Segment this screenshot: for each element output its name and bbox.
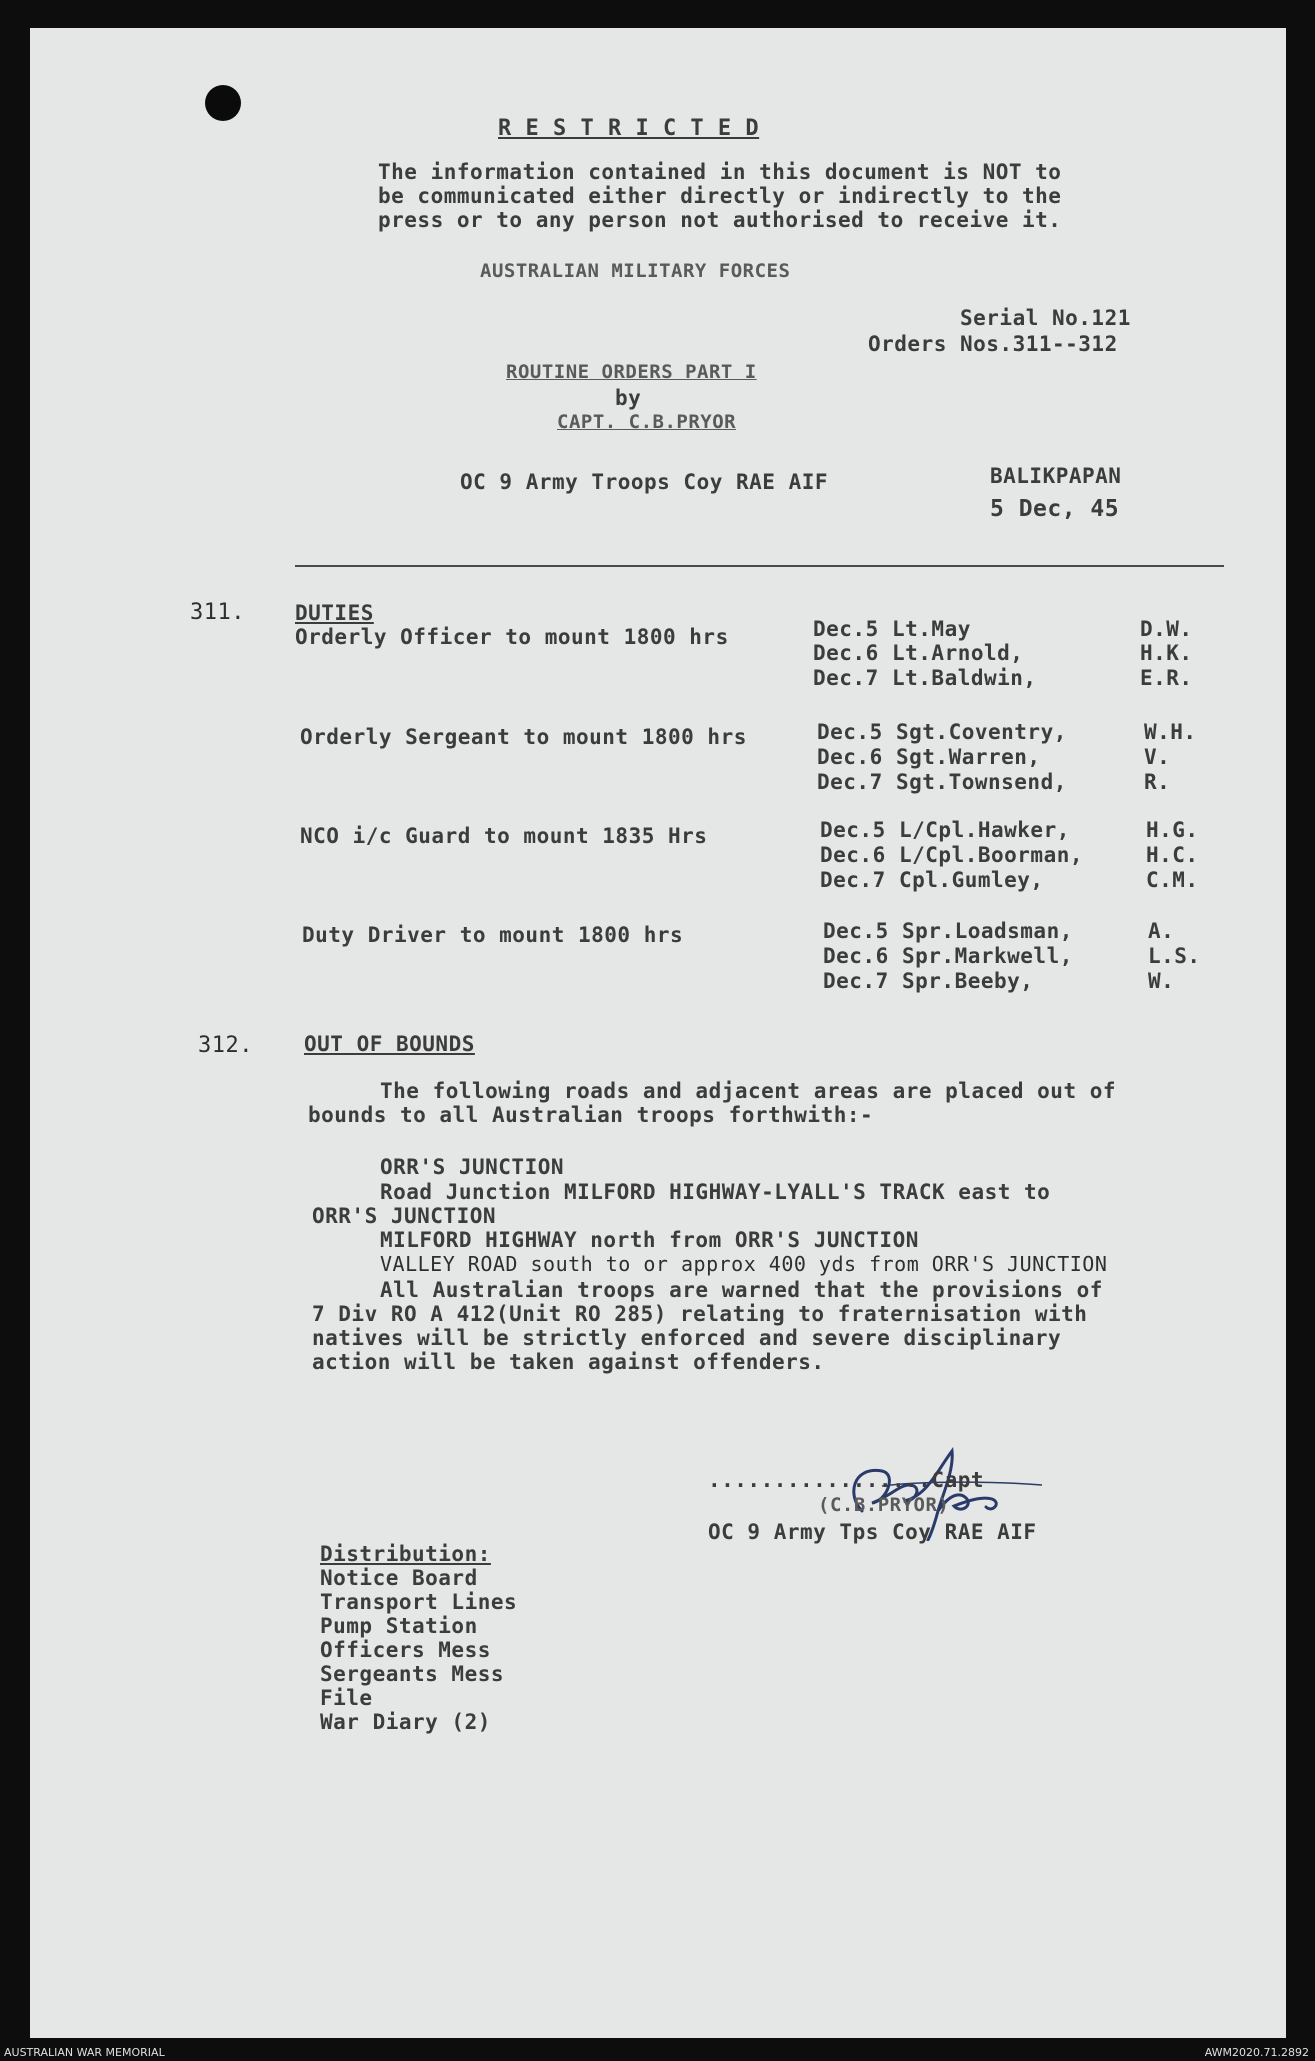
by-label: by bbox=[615, 386, 642, 410]
duty-driver: Duty Driver to mount 1800 hrs bbox=[302, 923, 684, 947]
officer-name: CAPT. C.B.PRYOR bbox=[557, 411, 737, 433]
duty-nco-guard: NCO i/c Guard to mount 1835 Hrs bbox=[300, 824, 708, 848]
duty-initials: E.R. bbox=[1140, 666, 1193, 690]
out-of-bounds-heading: OUT OF BOUNDS bbox=[304, 1032, 475, 1056]
distribution-item: Pump Station bbox=[320, 1614, 478, 1638]
duty-date: Dec.6 bbox=[813, 641, 879, 665]
area-line: MILFORD HIGHWAY north from ORR'S JUNCTION bbox=[380, 1228, 919, 1252]
duty-name: Lt.Baldwin, bbox=[892, 666, 1037, 690]
order-date: 5 Dec, 45 bbox=[990, 496, 1120, 522]
duty-date: Dec.6 bbox=[823, 944, 889, 968]
duty-initials: W.H. bbox=[1144, 720, 1197, 744]
notice-line-1: The information contained in this document is NOT to bbox=[378, 160, 1062, 184]
notice-line-2: be communicated either directly or indirectly to the bbox=[378, 184, 1062, 208]
warning-line: 7 Div RO A 412(Unit RO 285) relating to fraternisation with bbox=[312, 1302, 1088, 1326]
duty-date: Dec.5 bbox=[817, 720, 883, 744]
area-line: ORR'S JUNCTION bbox=[312, 1204, 497, 1228]
out-of-bounds-intro-2: bounds to all Australian troops forthwith:- bbox=[308, 1103, 874, 1127]
duty-name: Cpl.Gumley, bbox=[899, 868, 1044, 892]
duty-name: L/Cpl.Boorman, bbox=[899, 843, 1084, 867]
duty-date: Dec.7 bbox=[823, 969, 889, 993]
classification-heading: R E S T R I C T E D bbox=[498, 116, 760, 141]
warning-line: natives will be strictly enforced and severe disciplinary bbox=[312, 1326, 1062, 1350]
duty-date: Dec.6 bbox=[817, 745, 883, 769]
duty-name: Lt.May bbox=[892, 617, 971, 641]
duty-initials: V. bbox=[1144, 745, 1171, 769]
duty-initials: H.K. bbox=[1140, 641, 1193, 665]
warning-line: action will be taken against offenders. bbox=[312, 1350, 825, 1374]
duty-initials: L.S. bbox=[1148, 944, 1201, 968]
duty-initials: R. bbox=[1144, 770, 1171, 794]
area-line-typed-insert: VALLEY ROAD south to or approx 400 yds from ORR'S JUNCTION bbox=[380, 1252, 1108, 1276]
duty-initials: D.W. bbox=[1140, 617, 1193, 641]
duty-date: Dec.7 bbox=[817, 770, 883, 794]
duty-initials: W. bbox=[1148, 969, 1175, 993]
distribution-item: Officers Mess bbox=[320, 1638, 491, 1662]
footer-credit: AUSTRALIAN WAR MEMORIAL bbox=[4, 2046, 165, 2059]
punch-hole bbox=[205, 85, 241, 121]
duty-name: Spr.Loadsman, bbox=[902, 919, 1073, 943]
unit-name: OC 9 Army Troops Coy RAE AIF bbox=[460, 470, 829, 494]
duty-name: Lt.Arnold, bbox=[892, 641, 1024, 665]
document-page bbox=[30, 28, 1286, 2038]
out-of-bounds-intro-1: The following roads and adjacent areas are placed out of bbox=[380, 1079, 1117, 1103]
duty-name: Sgt.Townsend, bbox=[896, 770, 1067, 794]
duty-orderly-officer: Orderly Officer to mount 1800 hrs bbox=[295, 625, 729, 649]
duty-name: Spr.Beeby, bbox=[902, 969, 1034, 993]
signatory-unit: OC 9 Army Tps Coy RAE AIF bbox=[708, 1520, 1037, 1544]
duty-name: Sgt.Coventry, bbox=[896, 720, 1067, 744]
notice-line-3: press or to any person not authorised to receive it. bbox=[378, 208, 1062, 232]
duty-date: Dec.6 bbox=[820, 843, 886, 867]
signature-line: .................Capt bbox=[708, 1468, 985, 1492]
duty-initials: H.G. bbox=[1146, 818, 1199, 842]
duty-name: Sgt.Warren, bbox=[896, 745, 1041, 769]
force-heading: AUSTRALIAN MILITARY FORCES bbox=[480, 260, 791, 282]
duty-date: Dec.7 bbox=[813, 666, 879, 690]
distribution-item: War Diary (2) bbox=[320, 1710, 491, 1734]
orders-title: ROUTINE ORDERS PART I bbox=[506, 361, 757, 383]
duty-date: Dec.5 bbox=[813, 617, 879, 641]
location: BALIKPAPAN bbox=[990, 464, 1122, 488]
orders-numbers: Orders Nos.311--312 bbox=[868, 332, 1118, 356]
duty-date: Dec.7 bbox=[820, 868, 886, 892]
distribution-heading: Distribution: bbox=[320, 1542, 491, 1566]
duty-date: Dec.5 bbox=[820, 818, 886, 842]
duty-orderly-sergeant: Orderly Sergeant to mount 1800 hrs bbox=[300, 725, 747, 749]
duty-initials: A. bbox=[1148, 919, 1175, 943]
distribution-item: Transport Lines bbox=[320, 1590, 518, 1614]
duty-date: Dec.5 bbox=[823, 919, 889, 943]
area-line: ORR'S JUNCTION bbox=[380, 1155, 565, 1179]
duty-name: Spr.Markwell, bbox=[902, 944, 1073, 968]
signatory-name: (C.B.PRYOR) bbox=[818, 1494, 950, 1516]
area-line: Road Junction MILFORD HIGHWAY-LYALL'S TRACK east to bbox=[380, 1180, 1051, 1204]
duties-heading: DUTIES bbox=[295, 601, 374, 625]
distribution-item: Notice Board bbox=[320, 1566, 478, 1590]
footer-accession-number: AWM2020.71.2892 bbox=[1204, 2046, 1309, 2059]
order-number-312: 312. bbox=[198, 1033, 253, 1058]
duty-initials: C.M. bbox=[1146, 868, 1199, 892]
order-number-311: 311. bbox=[190, 600, 245, 625]
distribution-item: File bbox=[320, 1686, 373, 1710]
warning-line: All Australian troops are warned that the provisions of bbox=[380, 1278, 1103, 1302]
serial-number: Serial No.121 bbox=[960, 306, 1131, 330]
duty-initials: H.C. bbox=[1146, 843, 1199, 867]
duty-name: L/Cpl.Hawker, bbox=[899, 818, 1070, 842]
distribution-item: Sergeants Mess bbox=[320, 1662, 505, 1686]
header-divider bbox=[295, 565, 1224, 567]
